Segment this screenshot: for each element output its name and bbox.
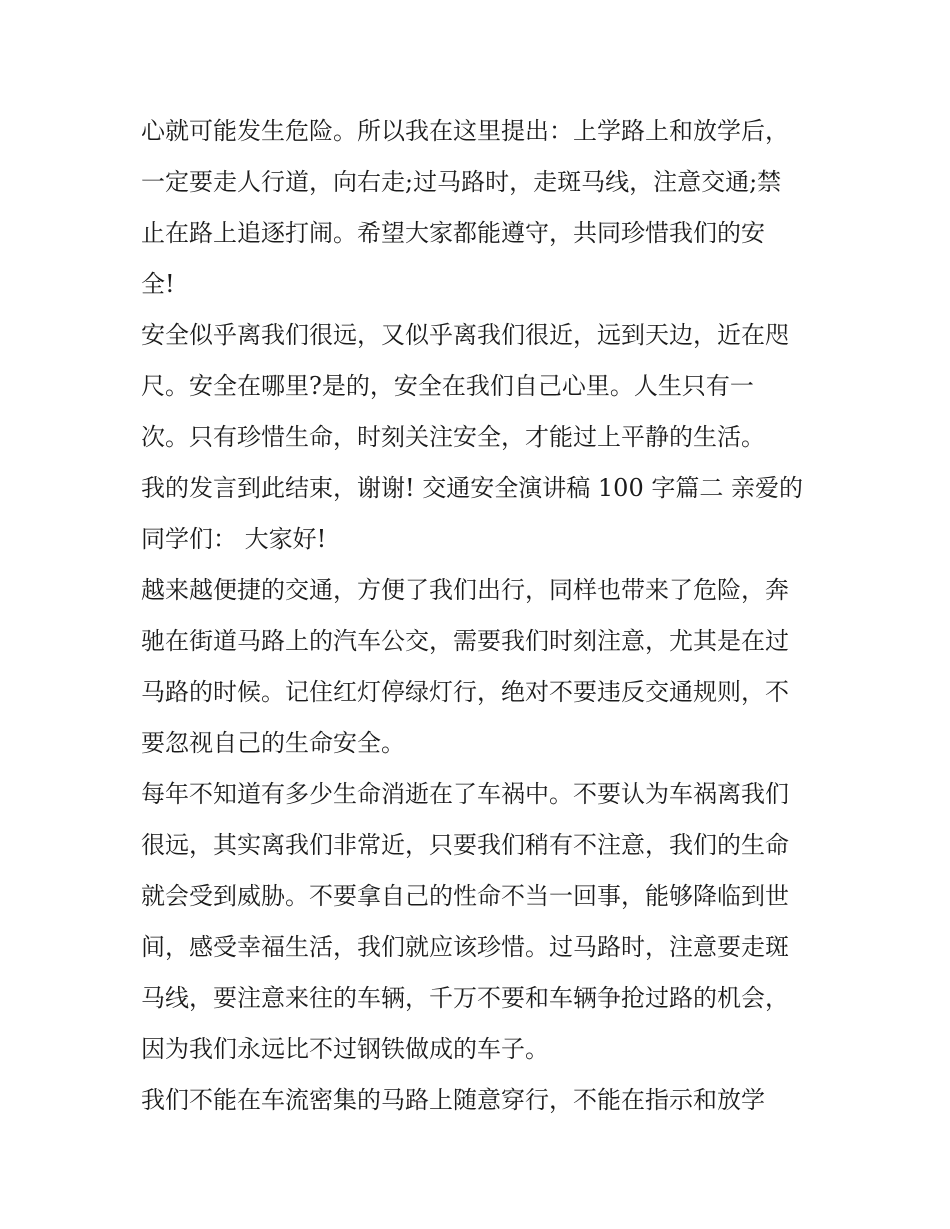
body-text xyxy=(141,106,816,1126)
text-line: 就会受到威胁。不要拿自己的性命不当一回事，能够降临到世 xyxy=(141,882,789,910)
text-line: 尺。安全在哪里?是的，安全在我们自己心里。人生只有一 xyxy=(141,372,754,400)
text-line: 间，感受幸福生活，我们就应该珍惜。过马路时，注意要走斑 xyxy=(141,933,789,961)
text-line: 要忽视自己的生命安全。 xyxy=(141,729,405,757)
text-line: 每年不知道有多少生命消逝在了车祸中。不要认为车祸离我们 xyxy=(141,780,789,808)
text-line: 我的发言到此结束，谢谢! 交通安全演讲稿 100 字篇二 亲爱的 xyxy=(141,474,803,502)
text-line: 安全似乎离我们很远，又似乎离我们很近，远到天边，近在咫 xyxy=(141,321,789,349)
text-line: 心就可能发生危险。所以我在这里提出：上学路上和放学后， xyxy=(141,117,789,145)
text-line: 马线，要注意来往的车辆，千万不要和车辆争抢过路的机会， xyxy=(141,984,789,1012)
text-line: 越来越便捷的交通，方便了我们出行，同样也带来了危险，奔 xyxy=(141,576,789,604)
text-line: 因为我们永远比不过钢铁做成的车子。 xyxy=(141,1035,549,1063)
text-line: 止在路上追逐打闹。希望大家都能遵守，共同珍惜我们的安 xyxy=(141,219,765,247)
text-line: 一定要走人行道，向右走;过马路时，走斑马线，注意交通;禁 xyxy=(141,168,782,196)
text-line: 驰在街道马路上的汽车公交，需要我们时刻注意，尤其是在过 xyxy=(141,627,789,655)
text-line: 全! xyxy=(141,270,175,298)
text-line: 很远，其实离我们非常近，只要我们稍有不注意，我们的生命 xyxy=(141,831,789,859)
text-line: 马路的时候。记住红灯停绿灯行，绝对不要违反交通规则，不 xyxy=(141,678,789,706)
text-line: 次。只有珍惜生命，时刻关注安全，才能过上平静的生活。 xyxy=(141,423,765,451)
text-line: 同学们： 大家好! xyxy=(141,525,327,553)
text-line: 我们不能在车流密集的马路上随意穿行，不能在指示和放学 xyxy=(141,1086,765,1114)
